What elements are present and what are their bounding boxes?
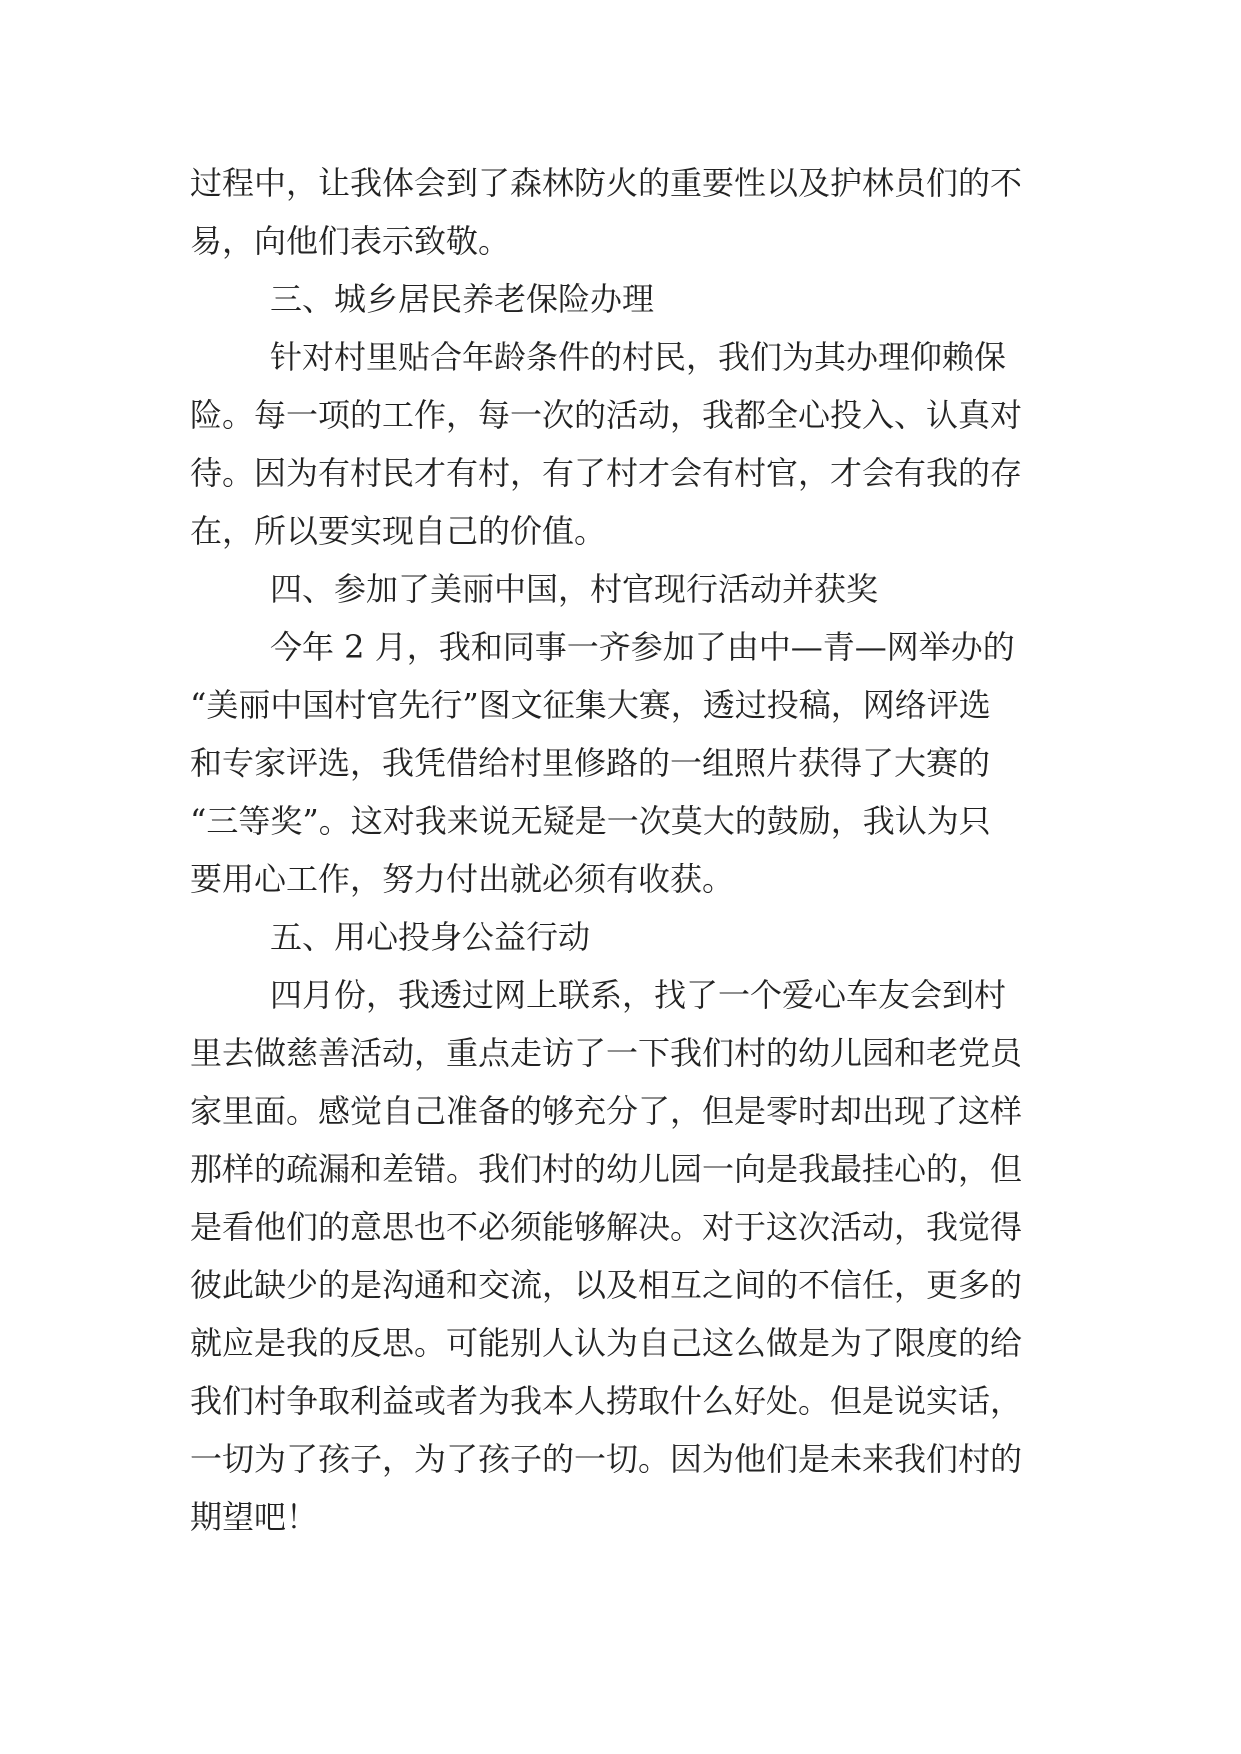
text-line: 彼此缺少的是沟通和交流，以及相互之间的不信任，更多的 [190, 1266, 1023, 1304]
text-line: 和专家评选，我凭借给村里修路的一组照片获得了大赛的 [190, 744, 991, 782]
text-line: 里去做慈善活动，重点走访了一下我们村的幼儿园和老党员 [190, 1034, 1023, 1072]
text-line: 待。因为有村民才有村，有了村才会有村官，才会有我的存 [190, 454, 1023, 492]
text-line: “美丽中国村官先行”图文征集大赛，透过投稿，网络评选 [190, 686, 991, 724]
text-line: 过程中，让我体会到了森林防火的重要性以及护林员们的不 [190, 164, 1023, 202]
text-line: 四月份，我透过网上联系，找了一个爱心车友会到村 [270, 976, 1007, 1014]
text-line: 那样的疏漏和差错。我们村的幼儿园一向是我最挂心的，但 [190, 1150, 1023, 1188]
text-line: 是看他们的意思也不必须能够解决。对于这次活动，我觉得 [190, 1208, 1023, 1246]
section-heading: 五、用心投身公益行动 [270, 918, 591, 956]
text-line: 我们村争取利益或者为我本人捞取什么好处。但是说实话， [190, 1382, 1023, 1420]
text-line: “三等奖”。这对我来说无疑是一次莫大的鼓励，我认为只 [190, 802, 991, 840]
text-line: 就应是我的反思。可能别人认为自己这么做是为了限度的给 [190, 1324, 1023, 1362]
text-line: 针对村里贴合年龄条件的村民，我们为其办理仰赖保 [270, 338, 1007, 376]
text-line: 要用心工作，努力付出就必须有收获。 [190, 860, 735, 898]
text-line: 期望吧！ [190, 1498, 319, 1536]
text-line: 易，向他们表示致敬。 [190, 222, 511, 260]
text-line: 在，所以要实现自己的价值。 [190, 512, 607, 550]
text-line: 家里面。感觉自己准备的够充分了，但是零时却出现了这样 [190, 1092, 1023, 1130]
text-line: 今年 2 月，我和同事一齐参加了由中—青—网举办的 [270, 628, 1015, 666]
section-heading: 三、城乡居民养老保险办理 [270, 280, 655, 318]
text-line: 险。每一项的工作，每一次的活动，我都全心投入、认真对 [190, 396, 1023, 434]
text-line: 一切为了孩子，为了孩子的一切。因为他们是未来我们村的 [190, 1440, 1023, 1478]
section-heading: 四、参加了美丽中国，村官现行活动并获奖 [270, 570, 879, 608]
